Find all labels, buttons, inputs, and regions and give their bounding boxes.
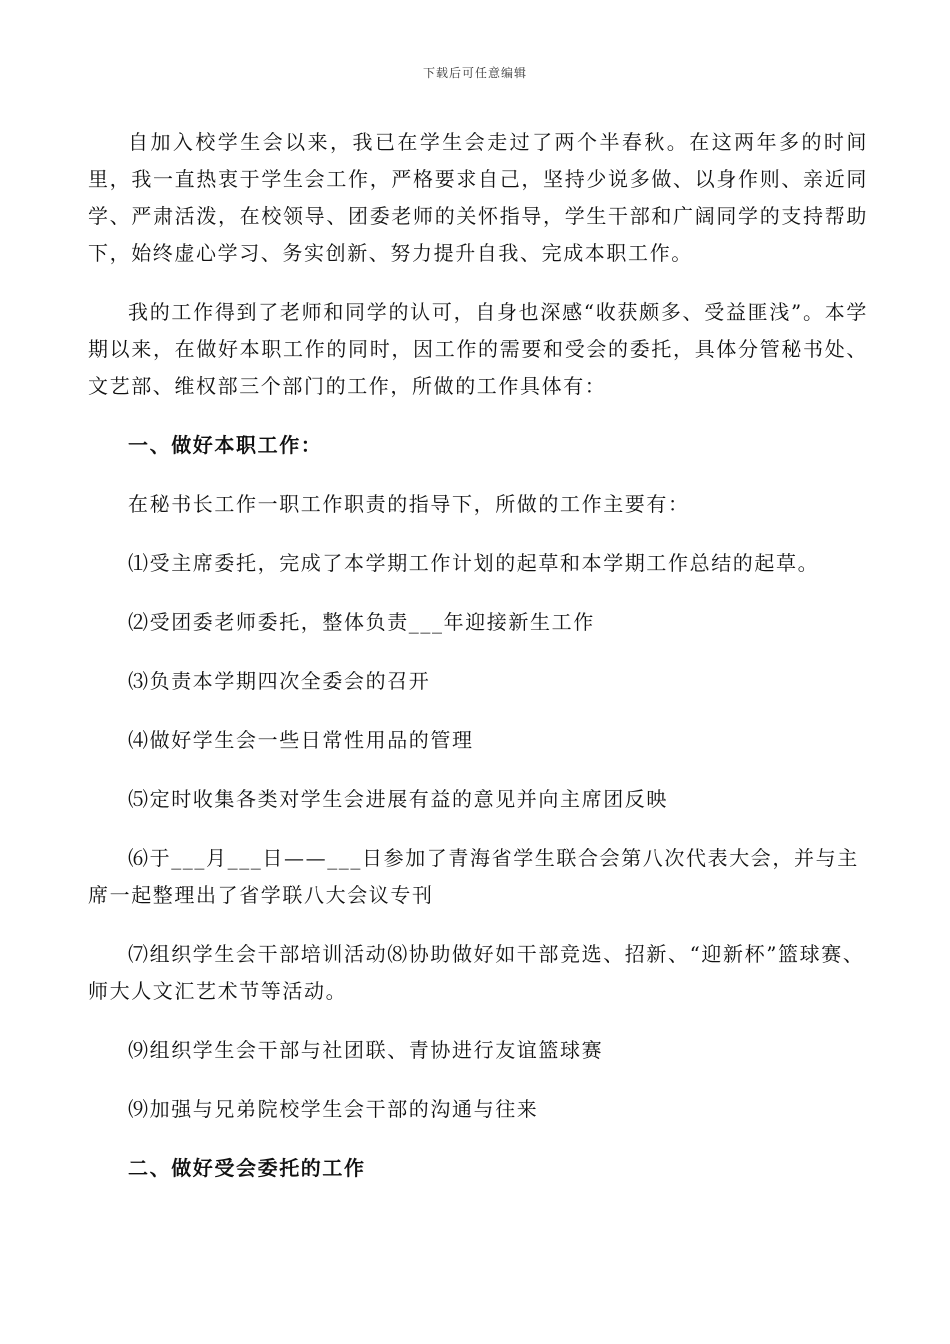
section-heading-2: 二、做好受会委托的工作	[128, 1156, 366, 1180]
paragraph-intro: 自加入校学生会以来，我已在学生会走过了两个半春秋。在这两年多的时间里，我一直热衷于学生会工作，严格要求自己，坚持少说多做、以身作则、亲近同学、严肃活泼，在校领导、团委老师的关怀指导，学生干部和广阔同学的支持帮助下，始终虚心学习、务实创新、努力提升自我、完成本职工作。	[88, 130, 868, 265]
list-item: ⑵受团委老师委托，整体负责___年迎接新生工作	[128, 610, 595, 634]
paragraph-recognition: 我的工作得到了老师和同学的认可，自身也深感“收获颇多、受益匪浅”。本学期以来，在做好本职工作的同时，因工作的需要和受会的委托，具体分管秘书处、文艺部、维权部三个部门的工作，所做的工作具体有：	[88, 300, 868, 398]
list-item: ⑹于___月___日——___日参加了青海省学生联合会第八次代表大会，并与主席一起整理出了省学联八大会议专刊	[88, 846, 859, 907]
list-item: ⑺组织学生会干部培训活动⑻协助做好如干部竞选、招新、“迎新杯”篮球赛、师大人文汇艺术节等活动。	[88, 942, 865, 1003]
document-body	[88, 124, 868, 1187]
list-item: ⑼组织学生会干部与社团联、青协进行友谊篮球赛	[128, 1038, 604, 1062]
list-item: ⑴受主席委托，完成了本学期工作计划的起草和本学期工作总结的起草。	[128, 551, 820, 575]
section-heading-1: 一、做好本职工作：	[128, 433, 323, 457]
list-item: ⑷做好学生会一些日常性用品的管理	[128, 728, 474, 752]
list-item: ⑶负责本学期四次全委会的召开	[128, 669, 431, 693]
list-item: ⑼加强与兄弟院校学生会干部的沟通与往来	[128, 1097, 539, 1121]
page-header-note: 下载后可任意编辑	[422, 66, 527, 80]
section-intro: 在秘书长工作一职工作职责的指导下，所做的工作主要有：	[128, 492, 690, 516]
list-item: ⑸定时收集各类对学生会进展有益的意见并向主席团反映	[128, 787, 668, 811]
